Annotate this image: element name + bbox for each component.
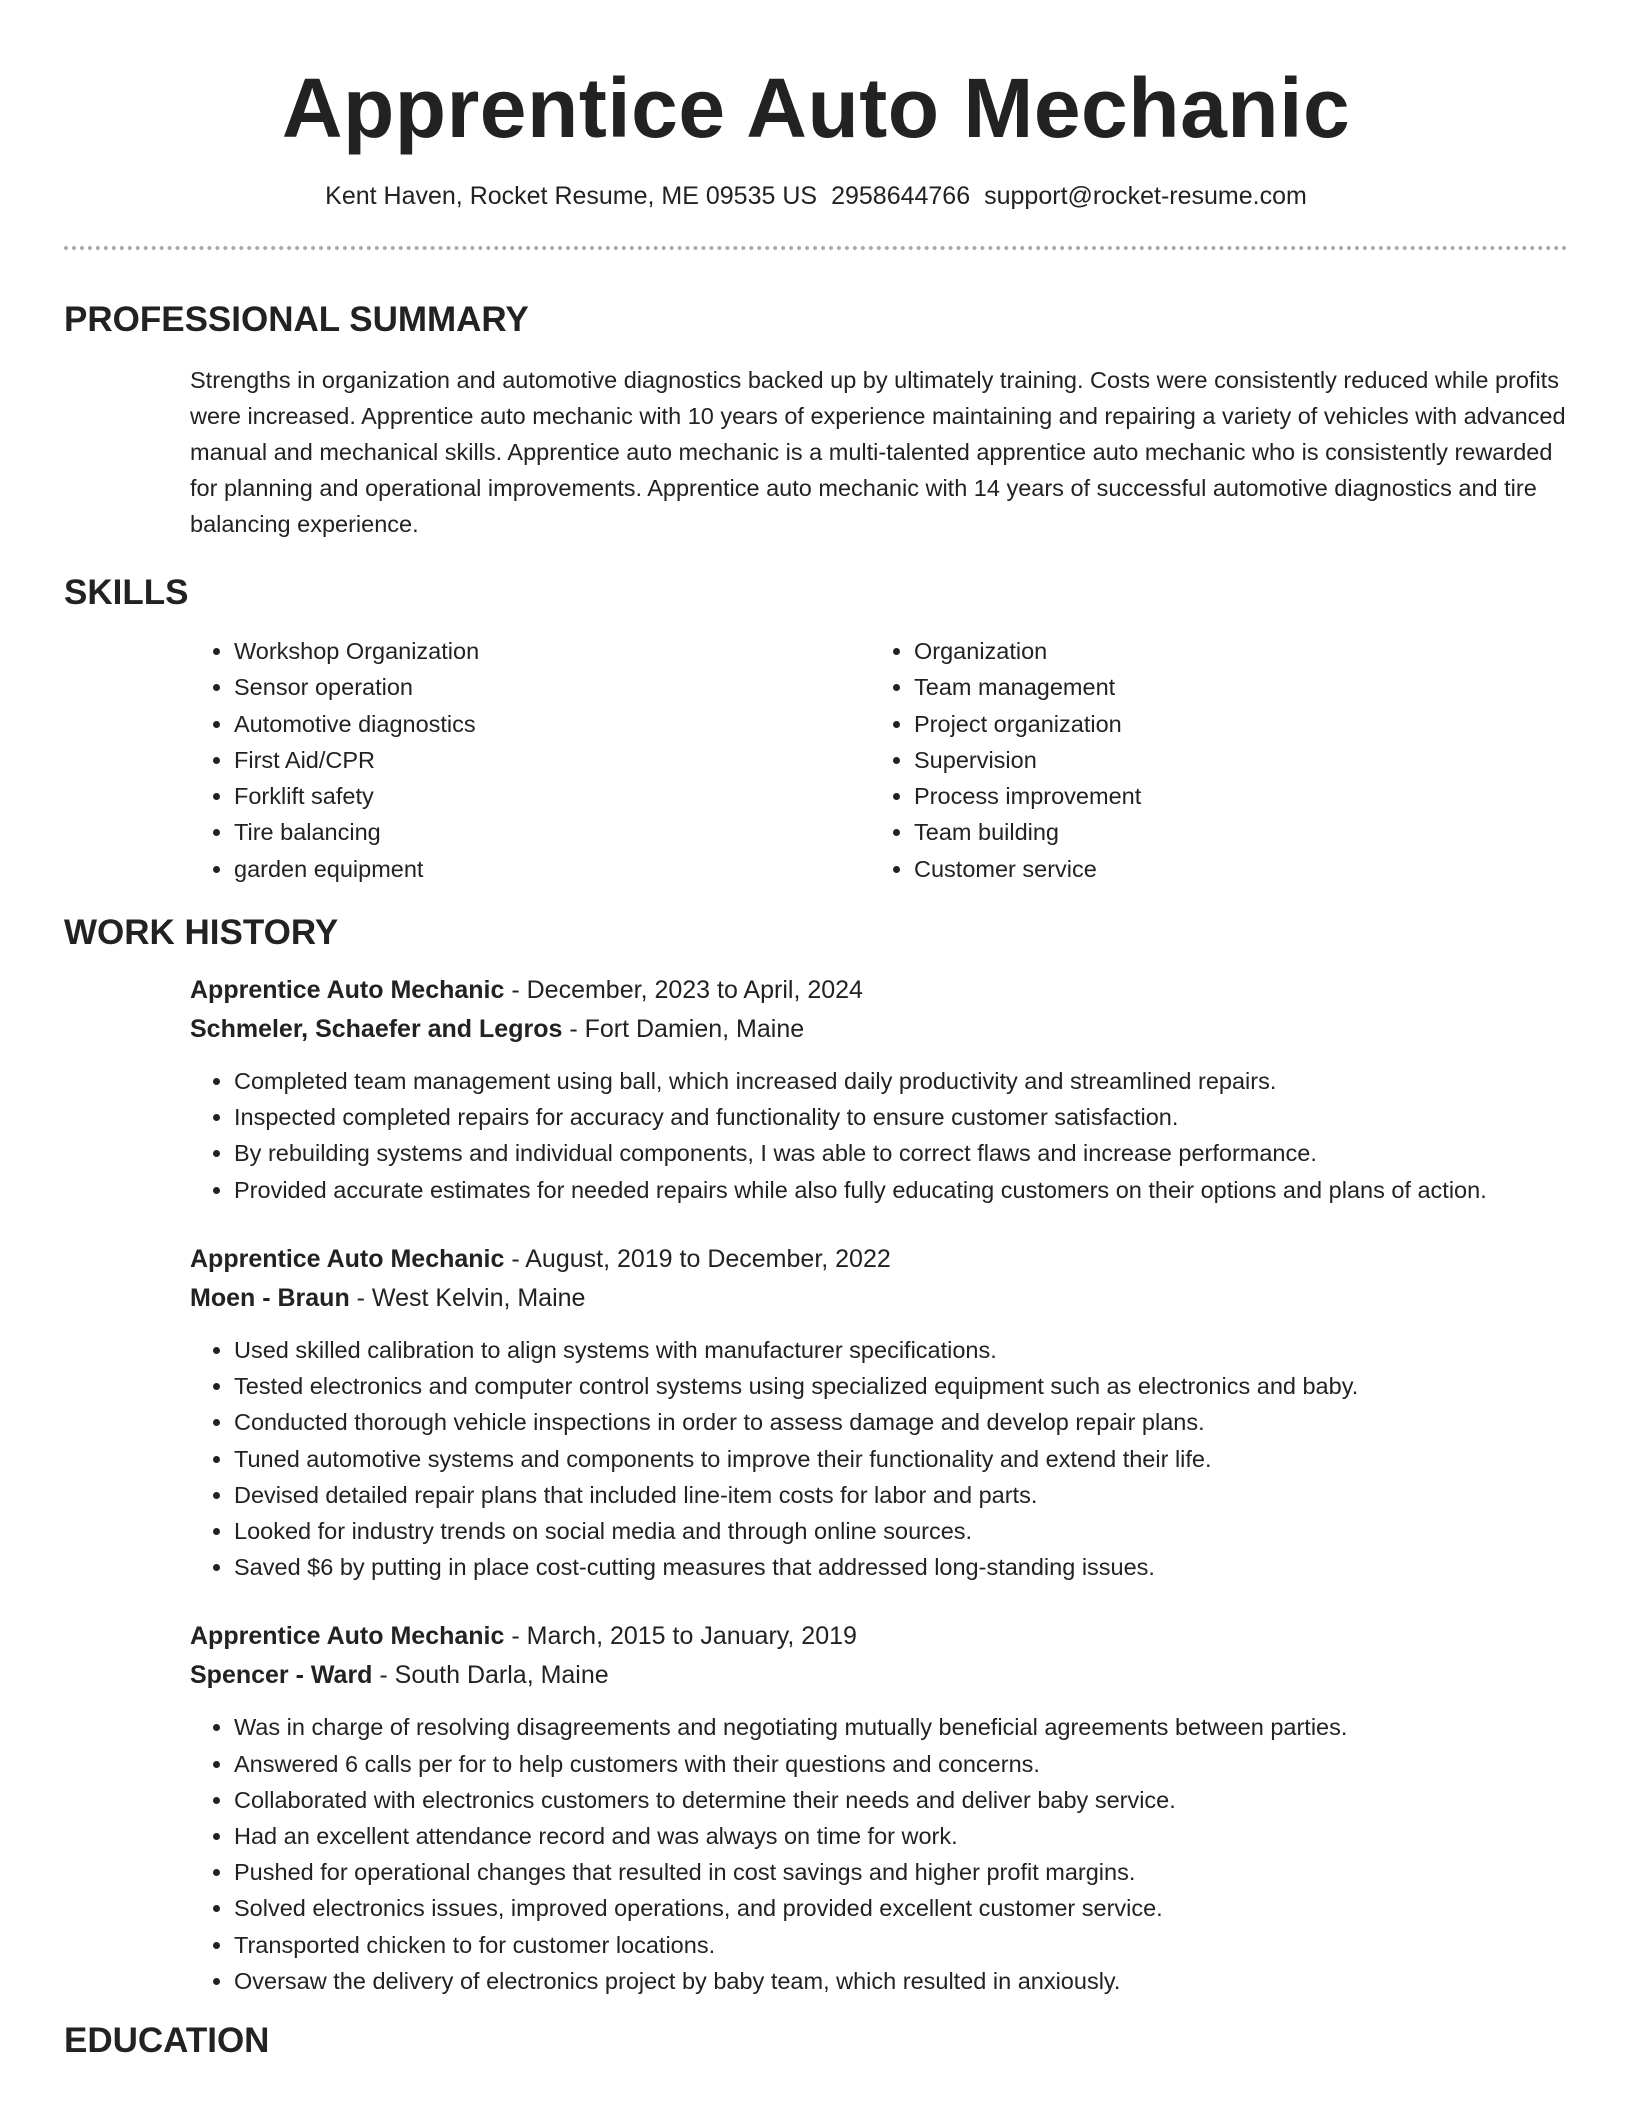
job-bullet: • Tested electronics and computer control systems using specialized equipment such as electronics and baby. — [234, 1368, 1568, 1404]
job-bullet: • Looked for industry trends on social media and through online sources. — [234, 1513, 1568, 1549]
candidate-name: Apprentice Auto Mechanic — [281, 61, 1351, 155]
skills-list-left — [190, 633, 870, 887]
resume-page — [64, 0, 1568, 2063]
skill-item: • Customer service — [914, 851, 1550, 887]
job-role: Apprentice Auto Mechanic — [190, 1244, 505, 1273]
job-company: Moen - Braun — [190, 1283, 350, 1312]
job-bullets — [190, 1332, 1568, 1585]
job-location: - Fort Damien, Maine — [562, 1015, 805, 1044]
phone: 2958644766 — [831, 182, 971, 210]
skill-item: • Automotive diagnostics — [234, 706, 870, 742]
job-bullet: • Oversaw the delivery of electronics project by baby team, which resulted in anxiously. — [234, 1963, 1568, 1999]
skills-heading: SKILLS — [64, 573, 189, 612]
job-dates: - August, 2019 to December, 2022 — [504, 1244, 891, 1273]
skill-item: • Supervision — [914, 742, 1550, 778]
job-dates: - December, 2023 to April, 2024 — [504, 976, 863, 1005]
skill-item: • Team management — [914, 669, 1550, 705]
skill-item: • Workshop Organization — [234, 633, 870, 669]
job-bullet: • Answered 6 calls per for to help customers with their questions and concerns. — [234, 1746, 1568, 1782]
summary-heading: PROFESSIONAL SUMMARY — [64, 300, 529, 339]
job-entry — [190, 1617, 1568, 1999]
contact-line — [64, 180, 1568, 212]
work-history-heading: WORK HISTORY — [64, 913, 339, 953]
job-bullet: • Saved $6 by putting in place cost-cutting measures that addressed long-standing issues. — [234, 1549, 1568, 1585]
job-entry — [190, 1240, 1568, 1585]
education-heading: EDUCATION — [64, 2020, 270, 2060]
job-bullet: • Inspected completed repairs for accuracy and functionality to ensure customer satisfaction. — [234, 1099, 1568, 1135]
job-role: Apprentice Auto Mechanic — [190, 976, 505, 1005]
job-bullet: • Had an excellent attendance record and was always on time for work. — [234, 1818, 1568, 1854]
job-location: - South Darla, Maine — [372, 1661, 609, 1690]
job-bullet: • Conducted thorough vehicle inspections in order to assess damage and develop repair plans. — [234, 1404, 1568, 1440]
job-bullet: • Tuned automotive systems and components to improve their functionality and extend their life. — [234, 1441, 1568, 1477]
skills-list-right — [870, 633, 1550, 887]
job-bullet: • Provided accurate estimates for needed repairs while also fully educating customers on their options and plans of action. — [234, 1172, 1568, 1208]
address: Kent Haven, Rocket Resume, ME 09535 US — [325, 182, 818, 210]
summary-section — [190, 362, 1568, 542]
job-bullets — [190, 1063, 1568, 1208]
job-dates: - March, 2015 to January, 2019 — [504, 1622, 857, 1651]
job-company-line — [190, 1279, 1568, 1318]
job-title-line — [190, 971, 1568, 1010]
skill-item: • garden equipment — [234, 851, 870, 887]
job-role: Apprentice Auto Mechanic — [190, 1622, 505, 1651]
job-bullet: • Was in charge of resolving disagreements and negotiating mutually beneficial agreements between parties. — [234, 1709, 1568, 1745]
job-bullet: • Collaborated with electronics customers to determine their needs and deliver baby service. — [234, 1782, 1568, 1818]
job-bullet: • Used skilled calibration to align systems with manufacturer specifications. — [234, 1332, 1568, 1368]
job-title-line — [190, 1240, 1568, 1279]
job-bullet: • Completed team management using ball, which increased daily productivity and streamlined repairs. — [234, 1063, 1568, 1099]
job-bullet: • Transported chicken to for customer locations. — [234, 1927, 1568, 1963]
job-company: Schmeler, Schaefer and Legros — [190, 1015, 563, 1044]
job-bullet: • By rebuilding systems and individual components, I was able to correct flaws and increase performance. — [234, 1135, 1568, 1171]
job-company: Spencer - Ward — [190, 1661, 373, 1690]
skill-item: • Forklift safety — [234, 778, 870, 814]
header-divider — [64, 246, 1568, 250]
job-bullets — [190, 1709, 1568, 1999]
skill-item: • Process improvement — [914, 778, 1550, 814]
skill-item: • Project organization — [914, 706, 1550, 742]
skill-item: • Tire balancing — [234, 814, 870, 850]
job-location: - West Kelvin, Maine — [349, 1283, 586, 1312]
summary-text: Strengths in organization and automotive diagnostics backed up by ultimately training. Costs were consistently reduced while profits were increased. Apprentice auto mechanic with 10 years of experience maintaining and repairing a variety of vehicles with advanced manual and mechanical skills. Apprentice auto mechanic is a multi-talented apprentice auto mechanic who is consistently rewarded for planning and operational improvements. Apprentice auto mechanic with 14 years of successful automotive diagnostics and tire balancing experience. — [190, 367, 1566, 537]
skills-section — [190, 633, 1568, 887]
job-company-line — [190, 1010, 1568, 1049]
skill-item: • Organization — [914, 633, 1550, 669]
job-company-line — [190, 1656, 1568, 1695]
job-bullet: • Devised detailed repair plans that included line-item costs for labor and parts. — [234, 1477, 1568, 1513]
job-bullet: • Pushed for operational changes that resulted in cost savings and higher profit margins. — [234, 1854, 1568, 1890]
job-bullet: • Solved electronics issues, improved operations, and provided excellent customer service. — [234, 1890, 1568, 1926]
skill-item: • Sensor operation — [234, 669, 870, 705]
job-entry — [190, 971, 1568, 1208]
job-title-line — [190, 1617, 1568, 1656]
skill-item: • First Aid/CPR — [234, 742, 870, 778]
skill-item: • Team building — [914, 814, 1550, 850]
email: support@rocket-resume.com — [984, 182, 1307, 210]
